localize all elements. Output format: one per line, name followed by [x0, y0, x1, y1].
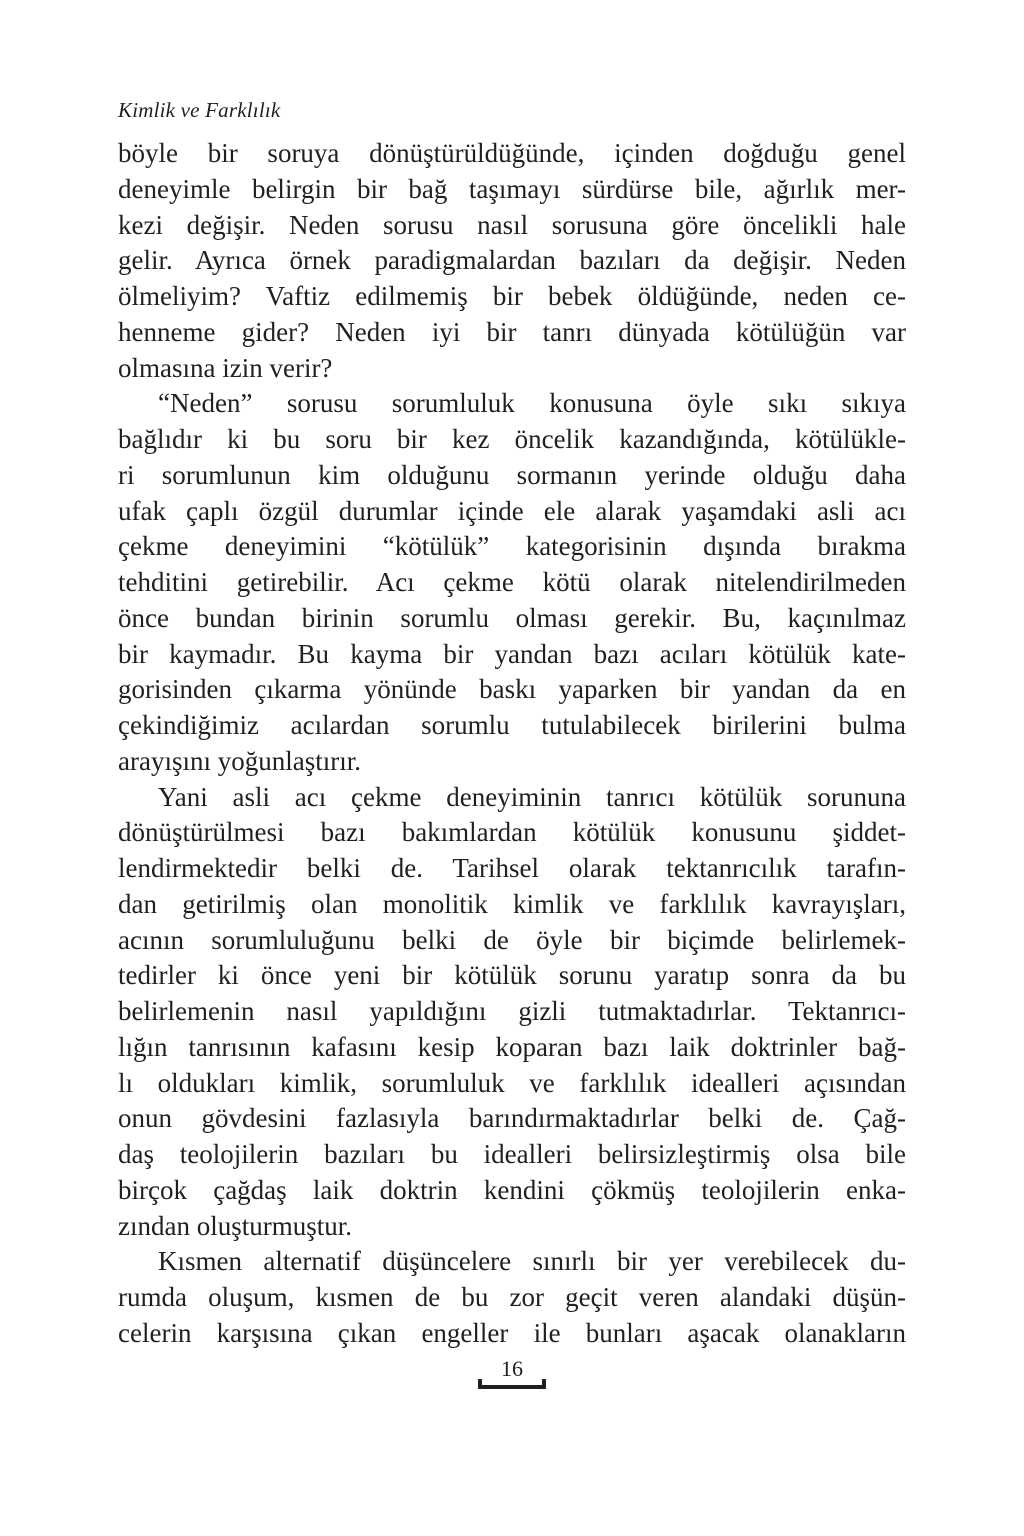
body-paragraph	[118, 386, 906, 779]
text-line: acının sorumluluğunu belki de öyle bir biçimde belirlemek-	[118, 924, 906, 955]
text-line: daş teolojilerin bazıları bu idealleri belirsizleştirmiş olsa bile	[118, 1139, 906, 1169]
text-line: çekindiğimiz acılardan sorumlu tutulabilecek birilerini bulma	[118, 710, 906, 740]
text-line: olmasına izin verir?	[118, 352, 333, 383]
text-line: çekme deneyimini “kötülük” kategorisinin dışında bırakma	[118, 531, 906, 562]
running-header: Kimlik ve Farklılık	[118, 98, 281, 122]
text-line: tehditini getirebilir. Acı çekme kötü olarak nitelendirilmeden	[118, 567, 906, 597]
page-body	[118, 136, 906, 1352]
text-line: ölmeliyim? Vaftiz edilmemiş bir bebek öldüğünde, neden ce-	[118, 281, 906, 311]
text-line: ri sorumlunun kim olduğunu sormanın yerinde olduğu daha	[118, 459, 906, 490]
text-line: lığın tanrısının kafasını kesip koparan bazı laik doktrinler bağ-	[118, 1031, 906, 1062]
body-paragraph	[118, 780, 906, 1245]
text-line: onun gövdesini fazlasıyla barındırmaktadırlar belki de. Çağ-	[118, 1103, 906, 1134]
body-paragraph	[118, 136, 906, 386]
text-line: kezi değişir. Neden sorusu nasıl sorusuna göre öncelikli hale	[118, 209, 906, 240]
text-line: henneme gider? Neden iyi bir tanrı dünyada kötülüğün var	[118, 316, 906, 347]
text-line: arayışını yoğunlaştırır.	[118, 745, 361, 776]
page-number-underline	[478, 1385, 546, 1389]
text-line: lendirmektedir belki de. Tarihsel olarak tektanrıcılık tarafın-	[118, 853, 906, 883]
text-line: gelir. Ayrıca örnek paradigmalardan bazıları da değişir. Neden	[118, 245, 906, 276]
text-line: birçok çağdaş laik doktrin kendini çökmüş teolojilerin enka-	[118, 1174, 906, 1205]
text-line: belirlemenin nasıl yapıldığını gizli tutmaktadırlar. Tektanrıcı-	[118, 996, 906, 1026]
text-line: rumda oluşum, kısmen de bu zor geçit veren alandaki düşün-	[118, 1282, 906, 1312]
text-line: “Neden” sorusu sorumluluk konusuna öyle sıkı sıkıya	[158, 388, 906, 419]
text-line: tedirler ki önce yeni bir kötülük sorunu yaratıp sonra da bu	[118, 960, 906, 991]
text-line: dan getirilmiş olan monolitik kimlik ve farklılık kavrayışları,	[118, 888, 906, 919]
text-line: dönüştürülmesi bazı bakımlardan kötülük konusunu şiddet-	[118, 817, 906, 848]
text-line: gorisinden çıkarma yönünde baskı yaparken bir yandan da en	[118, 674, 906, 705]
text-line: Kısmen alternatif düşüncelere sınırlı bir yer verebilecek du-	[158, 1246, 906, 1277]
text-line: bağlıdır ki bu soru bir kez öncelik kazandığında, kötülükle-	[118, 424, 906, 454]
text-line: önce bundan birinin sorumlu olması gerekir. Bu, kaçınılmaz	[118, 602, 906, 633]
page-number: 16	[501, 1356, 523, 1381]
page-number-block	[478, 1357, 546, 1389]
text-line: deneyimle belirgin bir bağ taşımayı sürdürse bile, ağırlık mer-	[118, 173, 906, 204]
body-paragraph	[118, 1244, 906, 1351]
text-line: zından oluşturmuştur.	[118, 1210, 352, 1241]
text-line: celerin karşısına çıkan engeller ile bunları aşacak olanakların	[118, 1317, 906, 1348]
text-line: Yani asli acı çekme deneyiminin tanrıcı kötülük sorununa	[158, 781, 906, 812]
text-line: bir kaymadır. Bu kayma bir yandan bazı acıları kötülük kate-	[118, 638, 906, 669]
text-line: ufak çaplı özgül durumlar içinde ele alarak yaşamdaki asli acı	[118, 495, 906, 526]
text-line: böyle bir soruya dönüştürüldüğünde, içinden doğduğu genel	[118, 138, 906, 168]
text-line: lı oldukları kimlik, sorumluluk ve farklılık idealleri açısından	[118, 1067, 906, 1098]
